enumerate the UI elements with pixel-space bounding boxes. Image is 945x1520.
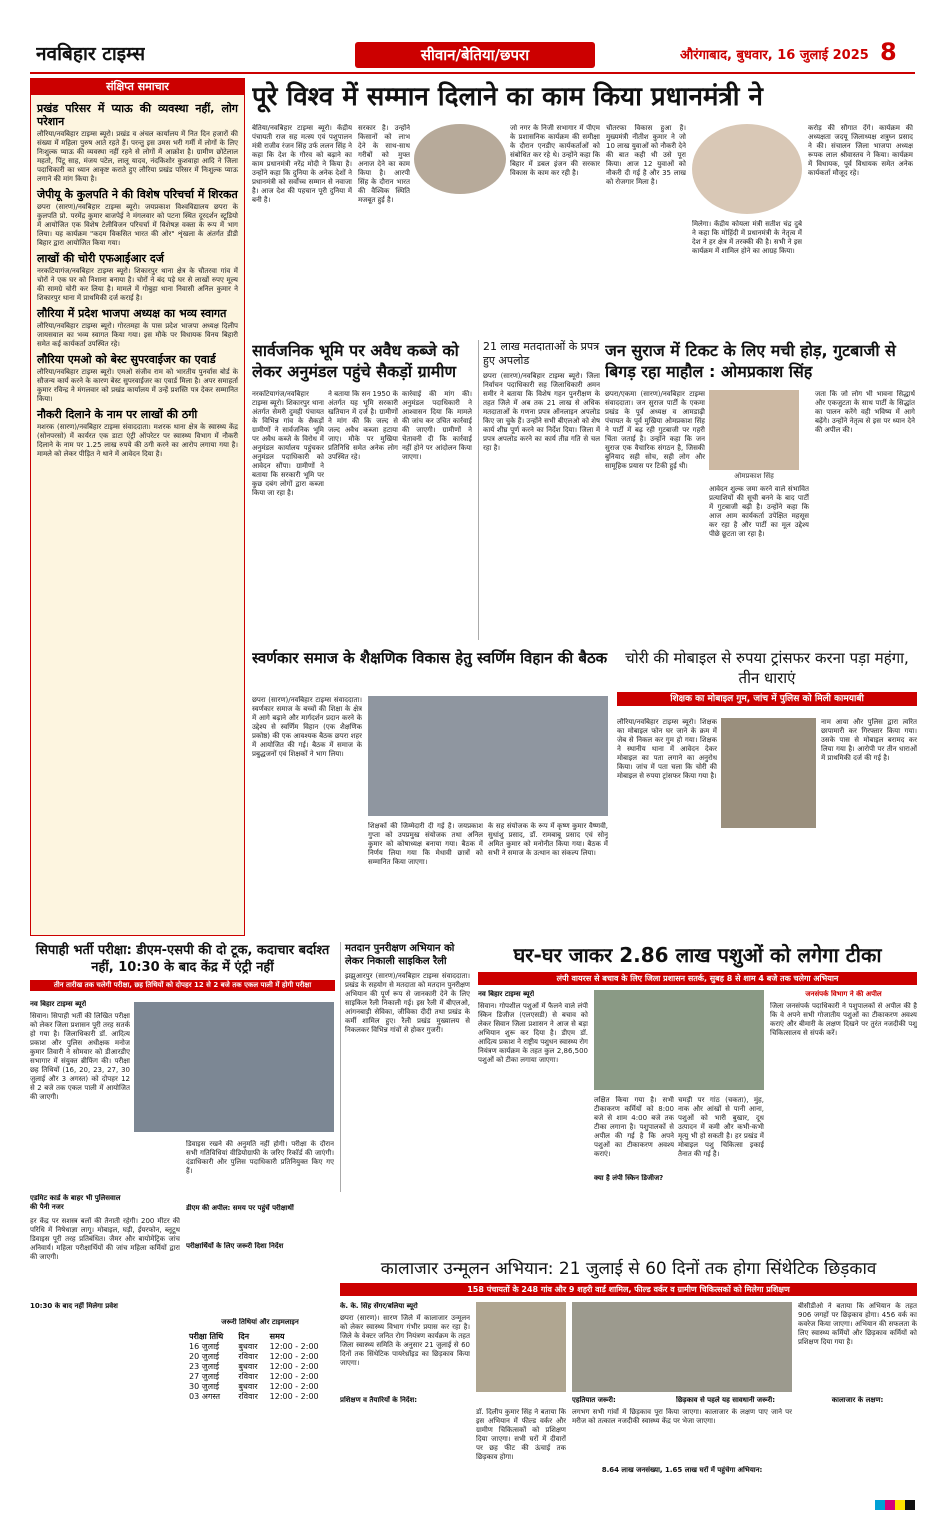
exam-headline: सिपाही भर्ती परीक्षा: डीएम-एसपी की दो टूक, कदाचार बर्दाश्त नहीं, 10:30 के बाद केंद्र में एंट्री नहीं [35,943,330,975]
brief-body: छपरा (सारण)/नवबिहार टाइम्स ब्यूरो। जयप्रकाश विश्वविद्यालय छपरा के कुलपति प्रो. परमेंद्र कुमार बाजपेई ने मंगलवार को पटना स्थित दूरदर्शन स्टूडियो में आयोजित एक विशेष टेलीविजन परिचर्चा में विशेषज्ञ वक्ता के रूप में भाग लिया। यह कार्यक्रम "कदम विकसित भारत की ओर" शृंखला के अंतर्गत डीडी बिहार द्वारा आयोजित किया गया। [37,203,238,247]
masthead [0,0,945,78]
photo-caption: ओमप्रकाश सिंह [734,472,774,480]
kala-col-1: छपरा (सारण)। सारण जिले में कालाजार उन्मूलन को लेकर स्वास्थ्य विभाग गंभीर प्रयास कर रहा है। जिले के वेक्टर जनित रोग नियंत्रण कार्यक्रम के तहत जिला स्वास्थ्य समिति के अनुसार 21 जुलाई से 60 दिनों तक सिंथेटिक पायरेथ्रॉइड का छिड़काव किया जाएगा। [340,1314,470,1367]
yellow-swatch [895,1500,905,1510]
region-banner [355,42,595,68]
goldsmith-col-3: के सह संयोजक के रूप में कृष्ण कुमार वैष्णवी, सुधांशु प्रसाद, डॉ. रामबाबू प्रसाद एवं सोनू अमित कुमार को मनोनीत किया गया। बैठक में सभी ने समाज के उत्थान का संकल्प लिया। [488,822,608,857]
brief-body: नरकटियागंज/नवबिहार टाइम्स ब्यूरो। शिकारपुर थाना क्षेत्र के चौतरवा गांव में चोरों ने एक घर को निशाना बनाया है। चोरों ने बंद पड़े घर से लाखों रुपए मूल्य की सामग्रे चोरी कर लिया है। मामले में गोबुहा थाना निवासी अनिल कुमार ने शिकारपुर थाना में प्राथमिकी दर्ज कराई है। [37,267,238,302]
mobile-col-1: लौरिया/नवबिहार टाइम्स ब्यूरो। शिक्षक का मोबाइल फोन घर जाने के क्रम में जेब से निकल कर गुम हो गया। शिक्षक ने स्थानीय थाना में आवेदन देकर मोबाइल का पता लगाने का अनुरोध किया। जांच में पता चला कि चोरी की मोबाइल से रुपया ट्रांसफर किया गया है। [617,718,717,780]
brief-title: लाखों की चोरी एफआईआर दर्ज [37,252,164,265]
vaccine-col-3: चमड़ी पर गांठ (चकता), मुंह, नाक और आंखों से पानी आना, पशुओं को भारी बुखार, दूध उत्पादन में कमी और कभी-कभी मृत्यु भी हो सकती है। हर प्रखंड में मोबाइल पशु चिकित्सा इकाई तैनात की गई है। [678,1096,764,1158]
brief-item [37,408,238,459]
cell-time: 12:00 - 2:00 [269,1392,319,1401]
cell-day: बुधवार [238,1382,258,1391]
masthead-rule [30,72,915,74]
black-swatch [905,1500,915,1510]
cell-time: 12:00 - 2:00 [269,1342,319,1351]
region-label: सीवान/बेतिया/छपरा [420,46,530,64]
jansuraj-col-3: जता कि जो लोग भी भावना सिद्धार्थ और एकजुटता के साथ पार्टी के सिद्धांत का पालन करेंगे वही भविष्य में आगे बढ़ेंगे। उन्होंने नेतृत्व से इस पर ध्यान देने की अपील की। [815,390,915,434]
kala-headline: कालाजार उन्मूलन अभियान: 21 जुलाई से 60 दिनों तक होगा सिंथेटिक छिड़काव [380,1259,877,1279]
photo-police [721,718,816,828]
notice-subhead: जरूरी तिथियां और टाइमलाइन [221,1318,299,1326]
jansuraj-col-1: छपरा/एकमा (सारण)/नवबिहार टाइम्स संवाददाता। जन सुराज पार्टी के एकमा प्रखंड के पूर्व अध्यक्ष व आमडाढ़ी पंचायत के पूर्व मुखिया ओमप्रकाश सिंह ने पार्टी में बढ़ रही गुटबाजी पर गहरी चिंता जताई है। उन्होंने कहा कि जन सुराज एक वैचारिक संगठन है, जिसकी बुनियाद सही सोच, सही लोग और सामूहिक प्रयास पर टिकी हुई थी। [605,390,705,470]
cell-date: 03 अगस्त [189,1392,221,1401]
kala-caption-2: छिड़काव से पहले यह सावधानी जरूरी: [676,1396,776,1404]
mobile-col-2: नाम आया और पुलिस द्वारा त्वरित छापामारी कर गिरफ्तार किया गया। उसके पास से मोबाइल बरामद कर लिया गया है। आरोपी पर तीन धाराओं में प्राथमिकी दर्ज की गई है। [821,718,917,762]
footer-color-bar [875,1500,915,1510]
goldsmith-col-2: शिक्षकों की जिम्मेदारी दी गई है। जयप्रकाश गुप्ता को उपप्रमुख संयोजक तथा अनिल कुमार को कोषाध्यक्ष बनाया गया। बैठक में निर्णय लिया गया कि मेधावी छात्रों को सम्मानित किया जाएगा। [368,822,483,866]
brief-title: जेपीयू के कुलपति ने की विशेष परिचर्चा में शिरकत [37,188,238,201]
brief-item [37,252,238,303]
lead-col-3: जो नगर के निजी सभागार में पीएम के प्रशासनिक कार्यक्रम की समीक्षा के दौरान एनडीए कार्यकर्ताओं को संबोधित कर रहे थे। उन्होंने कहा कि बिहार में डबल इंजन की सरकार विकास के काम कर रही है। [510,124,600,177]
cell-date: 23 जुलाई [189,1362,220,1371]
cycle-headline: मतदान पुनरीक्षण अभियान को लेकर निकाली साइकिल रैली [345,943,455,967]
mobile-headline: चोरी की मोबाइल से रुपया ट्रांसफर करना पड़ा महंगा, तीन धाराएं [625,649,909,687]
exam-byline: नव बिहार टाइम्स ब्यूरो [30,1000,87,1008]
brief-item [37,102,238,184]
brief-title: लौरिया में प्रदेश भाजपा अध्यक्ष का भव्य स्वागत [37,307,227,320]
jansuraj-col-2: आवेदन शुल्क जमा करने वाले संभावित प्रत्याशियों की सूची बनने के बाद पार्टी में गुटबाजी बढ़ी है। उन्होंने कहा कि आज आम कार्यकर्ता उपेक्षित महसूस कर रहा है और पार्टी का मूल उद्देश्य पीछे छूटता जा रहा है। [709,485,809,538]
brief-item [37,307,238,349]
kala-col-3: लगभग सभी गांवों में छिड़काव पूरा किया जाएगा। कालाजार के लक्षण पाए जाने पर मरीज को तत्काल नजदीकी स्वास्थ्य केंद्र पर भेजा जाएगा। [572,1408,792,1425]
cell-date: 27 जुलाई [189,1372,220,1381]
brief-body: मशरक (सारण)/नवबिहार टाइम्स संवाददाता। मशरक थाना क्षेत्र के स्वास्थ्य केंद्र (सोनपरसो) में कार्यरत एक डाटा एंट्री ऑपरेटर पर स्वास्थ्य विभाग में नौकरी दिलाने के नाम पर 1.25 लाख रुपये की ठगी करने का आरोप लगाया गया है। मामले को लेकर पीड़ित ने थाने में आवेदन दिया है। [37,423,238,458]
cell-date: 30 जुलाई [189,1382,220,1391]
photo-omprakash [709,390,799,470]
schedule-header-row [186,1332,334,1342]
story-vaccine [478,942,917,1254]
vaccine-col-1: सिवान। गोपशील पशुओं में फैलने वाले लंपी स्किन डिजीज (एलएसडी) से बचाव को लेकर सिवान जिला प्रशासन ने आज से बड़ा अभियान शुरू कर दिया है। डीएम डॉ. आदित्य प्रकाश ने राष्ट्रीय पशुधन स्वास्थ्य रोग नियंत्रण कार्यक्रम के तहत कुल 2,86,500 पशुओं को टीका लगाया जाएगा। [478,1002,588,1064]
photo-exam-meeting [134,1002,334,1132]
cell-time: 12:00 - 2:00 [269,1372,319,1381]
brief-title: लौरिया एमओ को बेस्ट सुपरवाईजर का एवार्ड [37,353,216,366]
vaccine-sub-1: क्या है लंपी स्किन डिजीज? [594,1174,664,1182]
kala-caption-1: एहतियात जरूरी: [572,1396,616,1404]
vaccine-headline: घर-घर जाकर 2.86 लाख पशुओं को लगेगा टीका [513,943,882,967]
table-row [186,1362,334,1372]
encroach-col-1: नरकटियागंज/नवबिहार टाइम्स ब्यूरो। शिकारपुर थाना अंतर्गत सेमरी दुमही पंचायत के विभिन्न गांव के सैकड़ों ग्रामीणों ने सार्वजनिक भूमि पर अवैध कब्जे के विरोध में अनुमंडल कार्यालय पहुंचकर अनुमंडल पदाधिकारी को आवेदन सौंपा। ग्रामीणों ने बताया कि सरकारी भूमि पर कुछ दबंग लोगों द्वारा कब्जा किया जा रहा है। [252,390,324,497]
table-row [186,1382,334,1392]
exam-subhead: तीन तारीख तक चलेगी परीक्षा, छह तिथियों को दोपहर 12 से 2 बजे तक एकल पाली में होगी परीक्षा [30,980,335,991]
photo-vaccine [594,990,764,1090]
lead-col-6: करोड़ की सौगात देंगे। कार्यक्रम की अध्यक्षता जदयू जिलाध्यक्ष शत्रुघ्न प्रसाद ने की। संचालन जिला भाजपा अध्यक्ष रूपक लाल श्रीवास्तव ने किया। कार्यक्रम में विधायक, पूर्व विधायक समेत अनेक कार्यकर्ता मौजूद रहे। [808,124,913,177]
photo-meeting [368,696,608,816]
vaccine-byline: नव बिहार टाइम्स ब्यूरो [478,990,535,998]
lead-col-4: चौतरफा विकास हुआ है। मुख्यमंत्री नीतीश कुमार ने जो 10 लाख युवाओं को नौकरी देने की बात कही थी उसे पूरा किया। आज 12 युवाओं को नौकरी दी गई है और 35 लाख को रोजगार मिला है। [606,124,686,186]
exam-col-3: डिवाइस रखने की अनुमति नहीं होगी। परीक्षा के दौरान सभी गतिविधियां वीडियोग्राफी के जरिए रिकॉर्ड की जाएंगी। दंडाधिकारी और पुलिस पदाधिकारी प्रतिनियुक्त किए गए हैं। [186,1140,334,1175]
magenta-swatch [885,1500,895,1510]
header-day: दिन [238,1332,250,1341]
exam-schedule-table [186,1332,334,1402]
kala-col-4: बीसीडीओ ने बताया कि अभियान के तहत 906 जगहों पर छिड़काव होगा। 456 वर्क का कवरेज किया जाएगा। अभियान की सफलता के लिए स्वास्थ्य कर्मियों और छिड़काव कर्मियों को प्रशिक्षण दिया गया है। [798,1302,917,1346]
cell-time: 12:00 - 2:00 [269,1382,319,1391]
brief-item [37,188,238,248]
encroach-col-2: ने बताया कि सन 1950 के अंतर्गत यह भूमि सरकारी खतियान में दर्ज है। ग्रामीणों ने मांग की कि जल्द से जल्द अवैध कब्जा हटाया जाए। मौके पर मुखिया प्रतिनिधि समेत अनेक लोग उपस्थित रहे। [328,390,398,461]
sidebar-heading: संक्षिप्त समाचार [31,79,244,95]
story-exam [30,942,335,1442]
table-row [186,1392,334,1402]
page-number: 8 [880,38,897,66]
lead-story [252,80,917,330]
dm-appeal-subhead: डीएम की अपील: समय पर पहुंचें परीक्षार्थी [186,1204,294,1212]
brief-item [37,353,238,404]
story-encroachment [252,340,472,640]
cell-day: रविवार [238,1372,258,1381]
cell-day: रविवार [238,1352,258,1361]
photo-health-worker [476,1302,566,1392]
kala-col-2: डॉ. दिलीप कुमार सिंह ने बताया कि इस अभियान में फील्ड वर्कर और ग्रामीण चिकित्सकों को प्रशिक्षण दिया जाएगा। सभी घरों में दीवारों पर छह फीट की ऊंचाई तक छिड़काव होगा। [476,1408,566,1461]
vaccine-sub-2: जनसंपर्क विभाग ने की अपील [805,990,882,998]
dateline: औरंगाबाद, बुधवार, 16 जुलाई 2025 [680,48,869,63]
cell-day: बुधवार [238,1362,258,1371]
goldsmith-col-1: छपरा (सारण)/नवबिहार टाइम्स संवाददाता। स्वर्णकार समाज के बच्चों की शिक्षा के क्षेत्र में आगे बढ़ाने और मार्गदर्शन प्रदान करने के उद्देश्य से स्वर्णिम विहान (एक शैक्षणिक प्रकोष्ठ) की एक आवश्यक बैठक छपरा शहर में आयोजित की गई। बैठक में समाज के प्रबुद्धजनों एवं शिक्षकों ने भाग लिया। [252,696,362,758]
lead-col-5: मिलेगा। केंद्रीय कोयला मंत्री सतीश चंद्र दुबे ने कहा कि मोहिंदी में प्रधानमंत्री के नेतृत्व में देश ने हर क्षेत्र में तरक्की की है। सभी ने इस कार्यक्रम में शामिल होने का आग्रह किया। [692,220,802,255]
cell-date: 20 जुलाई [189,1352,220,1361]
kala-sub-2: कालाजार के लक्षण: [831,1396,884,1404]
exam-col-1: सिवान। सिपाही भर्ती की लिखित परीक्षा को लेकर जिला प्रशासन पूरी तरह सतर्क हो गया है। जिलाधिकारी डॉ. आदित्य प्रकाश और पुलिस अधीक्षक मनोज कुमार तिवारी ने सोमवार को डीआरडीए सभागार में संयुक्त ब्रीफिंग की। परीक्षा छह तिथियों (16, 20, 23, 27, 30 जुलाई और 3 अगस्त) को दोपहर 12 से 2 बजे तक एकल पाली में आयोजित की जाएगी। [30,1012,130,1101]
paper-name: नवबिहार टाइम्स [36,43,146,65]
story-voters [478,340,600,640]
vaccine-col-4: जिला जनसंपर्क पदाधिकारी ने पशुपालकों से अपील की है कि वे अपने सभी गोजातीय पशुओं का टीकाकरण अवश्य कराएं और बीमारी के लक्षण दिखने पर तुरंत नजदीकी पशु चिकित्सालय से संपर्क करें। [770,1002,917,1037]
story-cycle-rally [340,942,470,1192]
table-row [186,1352,334,1362]
brief-title: प्रखंड परिसर में प्याऊ की व्यवस्था नहीं, लोग परेशान [37,102,238,128]
lead-col-1: बेतिया/नवबिहार टाइम्स ब्यूरो। केंद्रीय पंचायती राज सह मत्स्य एवं पशुपालन मंत्री राजीव रंजन सिंह उर्फ ललन सिंह ने कहा कि देश के गौरव को बढ़ाने का काम प्रधानमंत्री नरेंद्र मोदी ने किया है। उन्होंने कहा कि दुनिया के अनेक देशों ने प्रधानमंत्री को सर्वोच्च सम्मान से नवाजा है। आज देश की पहचान पूरी दुनिया में बनी है। [252,124,352,204]
cctv-caption: एडमिट कार्ड के बाहर भी पुलिसवाल की पैनी नजर [30,1194,121,1211]
header-date: परीक्षा तिथि [189,1332,224,1341]
vaccine-subhead: लंपी वायरस से बचाव के लिए जिला प्रशासन सतर्क, सुबह 8 से शाम 4 बजे तक चलेगा अभियान [478,972,917,985]
story-goldsmith [252,648,612,933]
encroach-headline: सार्वजनिक भूमि पर अवैध कब्जे को लेकर अनुमंडल पहुंचे सैकड़ों ग्रामीण [252,341,459,381]
cyan-swatch [875,1500,885,1510]
voters-headline: 21 लाख मतदाताओं के प्रपत्र हुए अपलोड [483,340,600,367]
story-mobile [617,648,917,933]
lead-headline: पूरे विश्व में सम्मान दिलाने का काम किया प्रधानमंत्री ने [252,82,763,112]
table-row [186,1372,334,1382]
cell-day: बुधवार [238,1342,258,1351]
goldsmith-headline: स्वर्णकार समाज के शैक्षणिक विकास हेतु स्वर्णिम विहान की बैठक [252,649,608,667]
header-time: समय [269,1332,285,1341]
vaccine-col-2: लक्षित किया गया है। सभी टीकाकरण कर्मियों को 8:00 बजे से शाम 4:00 बजे तक टीका लगाना है। पशुपालकों से अपील की गई है कि अपने पशुओं का टीकाकरण अवश्य कराएं। [594,1096,674,1158]
story-kala-azar [340,1258,917,1488]
encroach-col-3: कार्रवाई की मांग की। अनुमंडल पदाधिकारी ने आश्वासन दिया कि मामले की जांच कर उचित कार्रवाई की जाएगी। ग्रामीणों ने चेतावनी दी कि कार्रवाई नहीं होने पर आंदोलन किया जाएगा। [402,390,472,461]
lead-col-2: सरकार है। उन्होंने किसानों को लाभ देने के साथ-साथ गरीबों को मुफ्त अनाज देने का काम किया है। आरपी सिंह के दौरान भारत की वैश्विक स्थिति मजबूत हुई है। [358,124,410,204]
cell-time: 12:00 - 2:00 [269,1352,319,1361]
kala-caption-3: 8.64 लाख जनसंख्या, 1.65 लाख घरों में पहुंचेगा अभियान: [601,1466,763,1474]
sidebar-briefs [30,78,245,936]
cell-date: 16 जुलाई [189,1342,220,1351]
cycle-body: झझुआरपुर (सारण)/नवबिहार टाइम्स संवाददाता। प्रखंड के सहयोग से मतदाता को मतदान पुनरीक्षण अभियान की पूर्ण रूप से जानकारी देने के लिए साइकिल रैली निकाली गई। इस रैली में बीएलओ, आंगनबाड़ी सेविका, जीविका दीदी तथा प्रखंड के कर्मी शामिल हुए। रैली प्रखंड मुख्यालय से निकलकर विभिन्न गांवों से होकर गुजरी। [345,972,470,1034]
exam-col-2: हर केंद्र पर सशस्त्र बलों की तैनाती रहेगी। 200 मीटर की परिधि में निषेधाज्ञा लागू। मोबाइल, घड़ी, ईयरफोन, ब्लूटूथ डिवाइस पूरी तरह प्रतिबंधित। जैमर और बायोमेट्रिक जांच अनिवार्य। महिला परीक्षार्थियों की जांच महिला कर्मियों द्वारा की जाएगी। [30,1217,180,1261]
cell-day: रविवार [238,1392,258,1401]
brief-body: लौरिया/नवबिहार टाइम्स ब्यूरो। एमओ संजीव राम को भारतीय पुनर्वास बोर्ड के सौजन्य कार्य करने के कारण बेस्ट सुपरवाईजर का एवार्ड मिला है। अपर समाहर्ता कुमार रविन्द्र ने मंगलवार को प्रखंड कार्यालय में उन्हें प्रशस्ति पत्र देकर सम्मानित किया। [37,368,238,403]
photo-spraying [572,1302,792,1392]
kala-subhead: 158 पंचायतों के 248 गांव और 9 शहरी वार्ड शामिल, फील्ड वर्कर व ग्रामीण चिकित्सकों को मिलेगा प्रशिक्षण [340,1283,917,1296]
story-jansuraj [605,340,917,640]
late-entry-subhead: 10:30 के बाद नहीं मिलेगा प्रवेश [30,1302,118,1310]
brief-body: लौरिया/नवबिहार टाइम्स ब्यूरो। गोरतमहा के पास प्रदेश भाजपा अध्यक्ष दिलीप जायसवाल का भव्य स्वागत किया गया। इस मौके पर विधायक विनय बिहारी समेत कई कार्यकर्ता उपस्थित रहे। [37,322,238,348]
voters-body: छपरा (सारण)/नवबिहार टाइम्स ब्यूरो। जिला निर्वाचन पदाधिकारी सह जिलाधिकारी अमन समीर ने बताया कि विशेष गहन पुनरीक्षण के तहत जिले में अब तक 21 लाख से अधिक मतदाताओं के गणना प्रपत्र ऑनलाइन अपलोड किए जा चुके हैं। उन्होंने सभी बीएलओ को शेष कार्य शीघ्र पूर्ण करने का निर्देश दिया। जिला में प्रपत्र अपलोड करने का कार्य तीव्र गति से चल रहा है। [483,372,600,452]
table-row [186,1342,334,1352]
photo-minister [414,124,506,194]
cell-time: 12:00 - 2:00 [269,1362,319,1371]
kala-sub-1: प्रशिक्षण व तैयारियों के निर्देश: [340,1396,418,1404]
mobile-subhead: शिक्षक का मोबाइल गुम, जांच में पुलिस को मिली कामयाबी [617,692,917,706]
photo-prime-minister [692,124,802,214]
kala-byline: के. के. सिंह सेंगर/बलिया ब्यूरो [340,1302,418,1310]
brief-title: नौकरी दिलाने के नाम पर लाखों की ठगी [37,408,198,421]
rules-subhead: परीक्षार्थियों के लिए जरूरी दिशा निर्देश [186,1242,284,1250]
sidebar-items [31,95,244,465]
brief-body: लौरिया/नवबिहार टाइम्स ब्यूरो। प्रखंड व अंचल कार्यालय में नित दिन हजारों की संख्या में महिला पुरुष आते रहते हैं। परन्तु इस उमस भरी गर्मी में लोगों के लिए निःशुल्क प्याऊ की व्यवस्था नहीं रहने से लोगों में आक्रोश है। ग्रामीण छोटेलाल महतो, पिंटू साह, मंजय पटेल, लालू यादव, नंदकिशोर कुशवाहा आदि ने जिला पदाधिकारी का ध्यान आकृष्ट कराते हुए लौरिया प्रखंड परिसर में निःशुल्क प्याऊ लगाने की मांग किया है। [37,130,238,183]
jansuraj-headline: जन सुराज में टिकट के लिए मची होड़, गुटबाजी से बिगड़ रहा माहौल : ओमप्रकाश सिंह [605,341,896,381]
